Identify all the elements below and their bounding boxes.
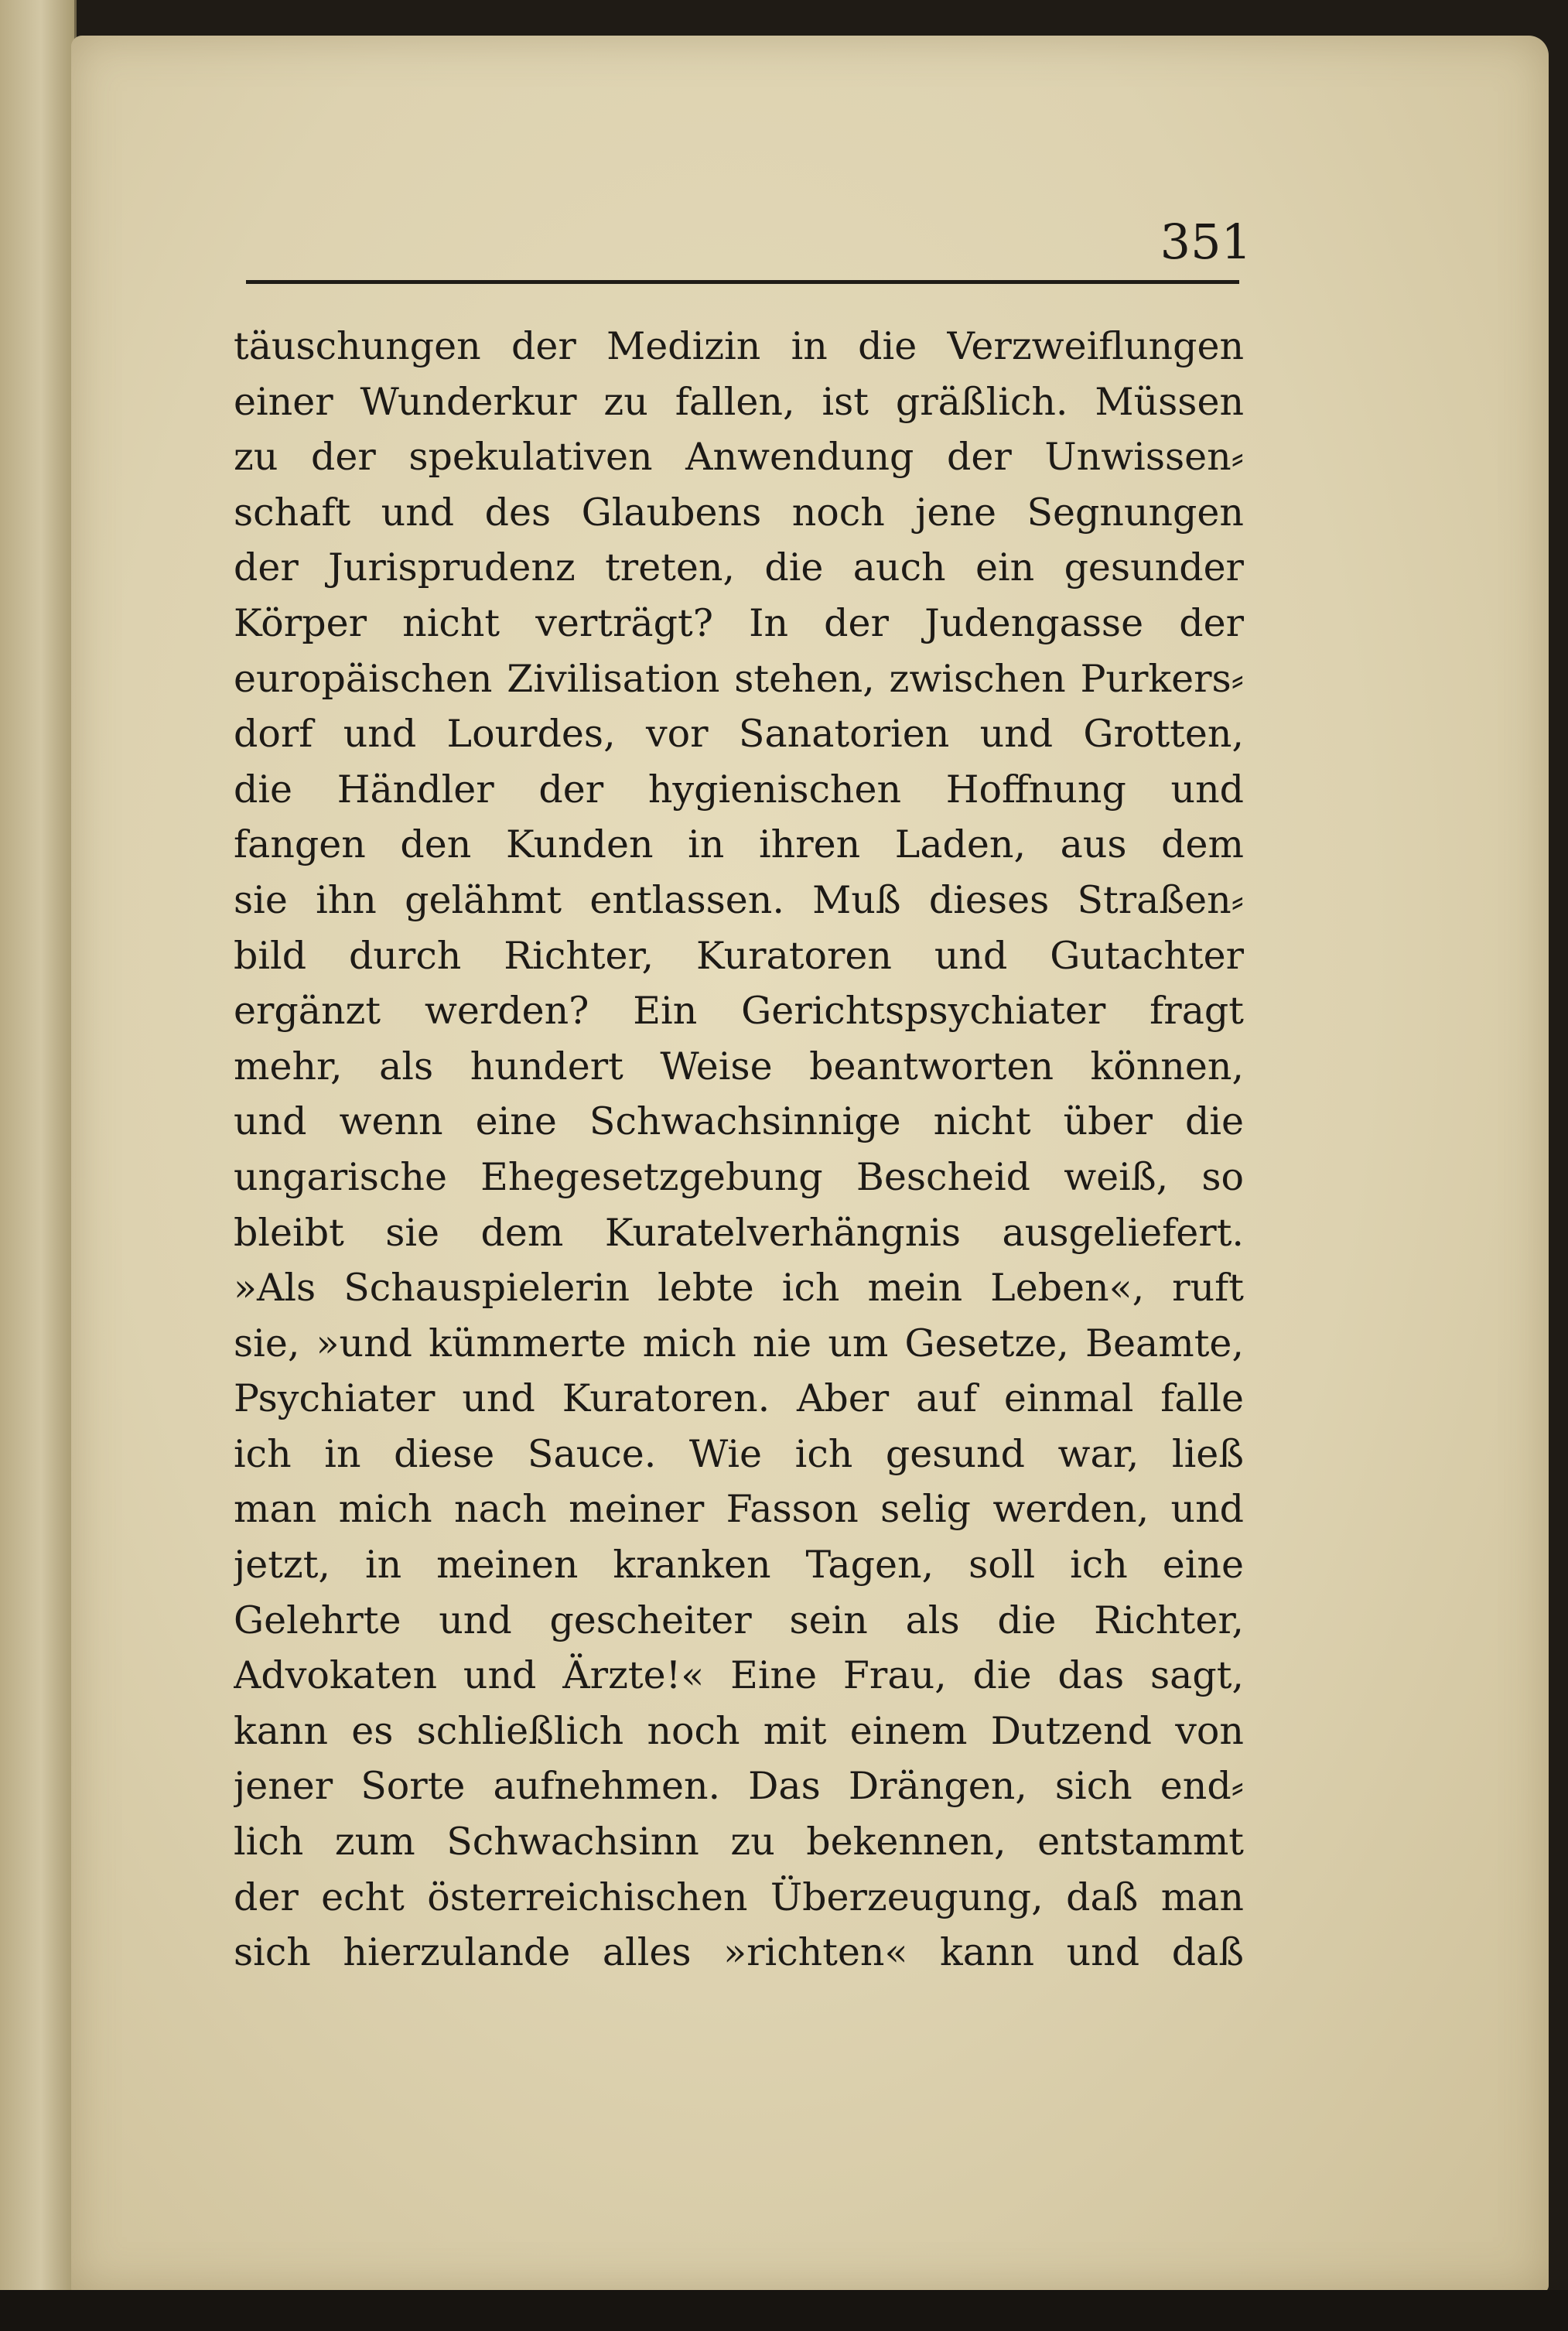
text-line: der echt österreichischen Überzeugung, daß man [234, 1875, 1244, 1919]
text-line: kann es schließlich noch mit einem Dutzend von [234, 1708, 1244, 1753]
text-line: Gelehrte und gescheiter sein als die Richter, [234, 1598, 1244, 1642]
text-line: zu der spekulativen Anwendung der Unwissen⸗ [234, 435, 1244, 480]
text-line: lich zum Schwachsinn zu bekennen, entstammt [234, 1820, 1244, 1864]
previous-page-edge [0, 0, 77, 2290]
text-line: jener Sorte aufnehmen. Das Drängen, sich end⸗ [234, 1764, 1244, 1809]
text-line: sich hierzulande alles »richten« kann und daß [234, 1930, 1244, 1975]
text-line: europäischen Zivilisation stehen, zwischen Purkers⸗ [234, 656, 1244, 701]
text-line: sie, »und kümmerte mich nie um Gesetze, Beamte, [234, 1321, 1244, 1365]
text-line: mehr, als hundert Weise beantworten können, [234, 1044, 1244, 1089]
text-line: Advokaten und Ärzte!« Eine Frau, die das sagt, [234, 1653, 1244, 1698]
text-line: sie ihn gelähmt entlassen. Muß dieses Straßen⸗ [234, 877, 1244, 922]
text-line: und wenn eine Schwachsinnige nicht über die [234, 1099, 1244, 1144]
text-line: ungarische Ehegesetzgebung Bescheid weiß, so [234, 1154, 1244, 1199]
text-line: ergänzt werden? Ein Gerichtspsychiater fragt [234, 989, 1244, 1034]
text-line: schaft und des Glaubens noch jene Segnungen [234, 490, 1244, 535]
page-number: 351 [1160, 214, 1252, 270]
text-line: bleibt sie dem Kuratelverhängnis ausgeliefert. [234, 1210, 1244, 1255]
text-line: die Händler der hygienischen Hoffnung und [234, 767, 1244, 812]
text-line: dorf und Lourdes, vor Sanatorien und Grotten, [234, 712, 1244, 757]
body-text [234, 319, 1244, 1981]
text-line: jetzt, in meinen kranken Tagen, soll ich eine [234, 1543, 1244, 1588]
text-line: Psychiater und Kuratoren. Aber auf einmal falle [234, 1376, 1244, 1421]
text-line: bild durch Richter, Kuratoren und Gutachter [234, 933, 1244, 978]
text-line: ich in diese Sauce. Wie ich gesund war, ließ [234, 1431, 1244, 1476]
text-line: einer Wunderkur zu fallen, ist gräßlich. Müssen [234, 379, 1244, 424]
text-line: Körper nicht verträgt? In der Judengasse der [234, 600, 1244, 645]
text-line: täuschungen der Medizin in die Verzweiflungen [234, 324, 1244, 368]
text-line: der Jurisprudenz treten, die auch ein gesunder [234, 545, 1244, 590]
text-line: man mich nach meiner Fasson selig werden, und [234, 1487, 1244, 1532]
text-line: »Als Schauspielerin lebte ich mein Leben«, ruft [234, 1266, 1244, 1311]
scan-background [0, 2290, 1568, 2331]
header-rule [246, 280, 1239, 284]
text-line: fangen den Kunden in ihren Laden, aus dem [234, 822, 1244, 867]
